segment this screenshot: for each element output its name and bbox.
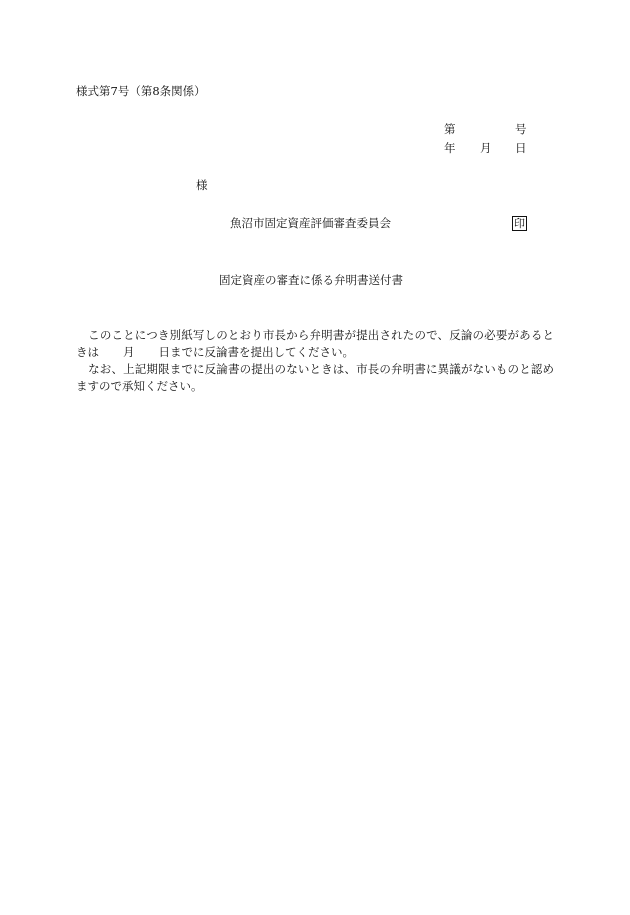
form-number: 様式第7号（第8条関係）: [76, 84, 206, 98]
document-title: 固定資産の審査に係る弁明書送付書: [219, 273, 403, 287]
seal-mark: 印: [514, 217, 525, 230]
addressee-honorific: 様: [196, 178, 208, 192]
body-paragraph-2: [76, 361, 554, 395]
para1-start: このことにつき別紙写しのとおり市長から弁明書が提出されたので、反論の必要があるときは: [76, 328, 554, 359]
para2-text: なお、上記期限までに反論書の提出のないときは、市長の弁明書に異議がないものと認めますので承知ください。: [76, 362, 554, 393]
para1-end: 日までに反論書を提出してください。: [158, 345, 354, 359]
date-day-label: 日: [515, 141, 527, 155]
document-number-suffix: 号: [515, 122, 527, 136]
document-number-prefix: 第: [444, 122, 456, 136]
issuer-name: 魚沼市固定資産評価審査委員会: [230, 216, 391, 230]
date-year-label: 年: [444, 141, 456, 155]
date-month-label: 月: [480, 141, 492, 155]
para1-month: 月: [123, 345, 135, 359]
body-paragraph-1: [76, 327, 554, 361]
